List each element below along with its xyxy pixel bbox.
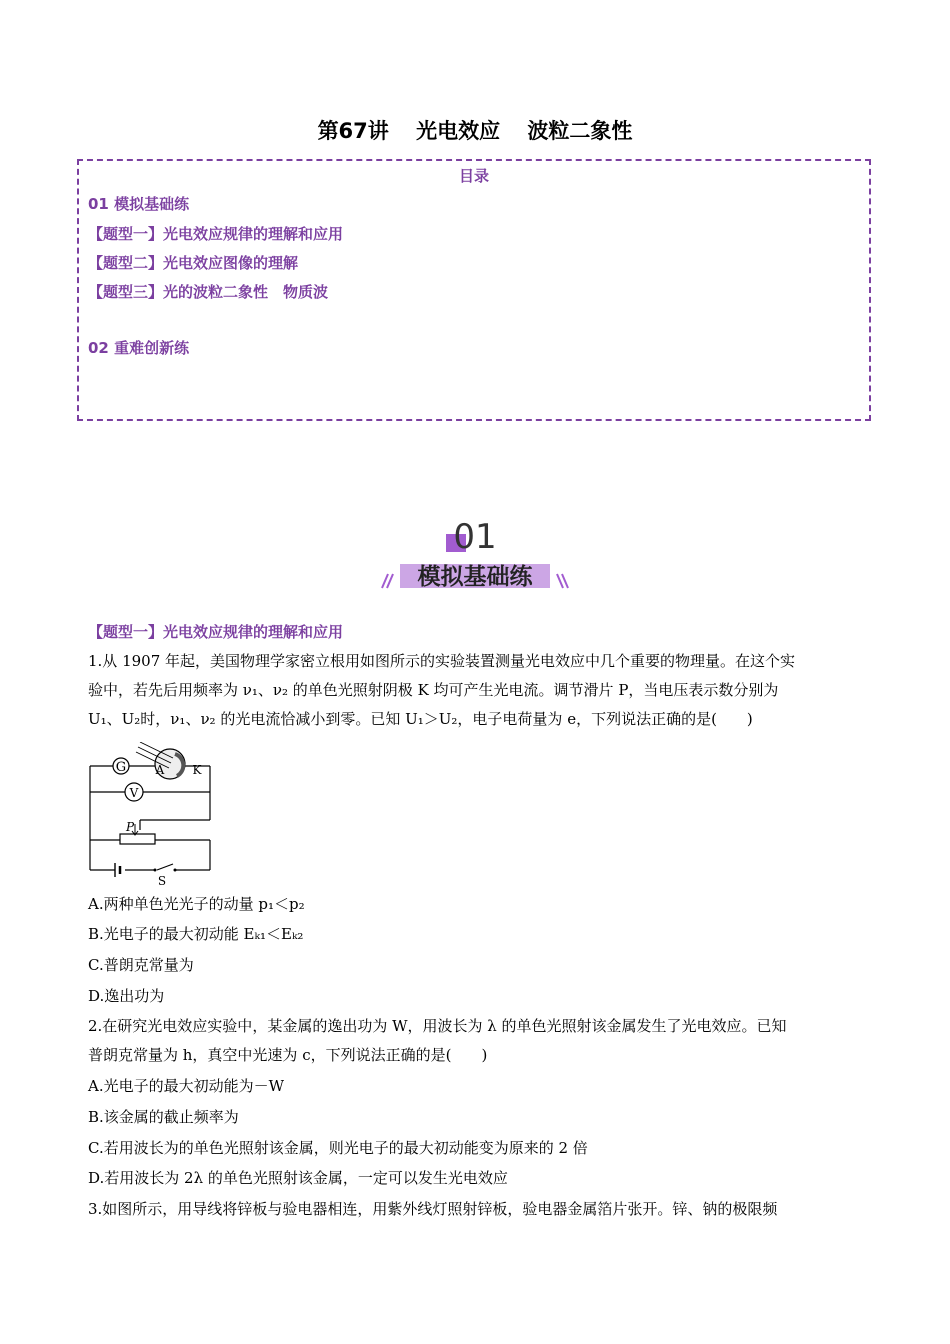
q1-option-c: C.普朗克常量为: [88, 956, 194, 974]
topic-1: 光电效应: [416, 119, 501, 143]
q2-option-c: C.若用波长为的单色光照射该金属，则光电子的最大初动能变为原来的 2 倍: [88, 1139, 588, 1157]
section-heading: 【题型一】光电效应规律的理解和应用: [88, 623, 344, 641]
toc-item[interactable]: 【题型二】光电效应图像的理解: [88, 254, 299, 272]
q2-option-d: D.若用波长为 2λ 的单色光照射该金属，一定可以发生光电效应: [88, 1169, 508, 1187]
badge-left-slashes: [382, 574, 393, 588]
label-k: K: [192, 763, 202, 777]
q3-line1: 3.如图所示，用导线将锌板与验电器相连，用紫外线灯照射锌板，验电器金属箔片张开。锌、钠的极限频: [88, 1200, 778, 1218]
topic-2: 波粒二象性: [527, 119, 633, 143]
q2-option-a: A.光电子的最大初动能为－W: [88, 1077, 285, 1095]
q1-option-a: A.两种单色光光子的动量 p₁＜p₂: [88, 895, 305, 913]
q1-option-b: B.光电子的最大初动能 Eₖ₁＜Eₖ₂: [88, 925, 304, 943]
badge-number: 01: [453, 517, 497, 557]
section-badge: [380, 512, 570, 592]
q1-line2: 验中，若先后用频率为 ν₁、ν₂ 的单色光照射阴极 K 均可产生光电流。调节滑片 P，当电压表示数分别为: [88, 681, 779, 699]
q1-line1: 1.从 1907 年起，美国物理学家密立根用如图所示的实验装置测量光电效应中几个重要的物理量。在这个实: [88, 652, 796, 670]
q2-line1: 2.在研究光电效应实验中，某金属的逸出功为 W，用波长为 λ 的单色光照射该金属发生了光电效应。已知: [88, 1017, 787, 1035]
toc-title: 目录: [458, 167, 489, 185]
toc-item[interactable]: 【题型三】光的波粒二象性 物质波: [88, 283, 329, 301]
label-a: A: [155, 763, 165, 777]
label-g: G: [115, 760, 127, 775]
toc-item[interactable]: 01 模拟基础练: [88, 195, 190, 213]
photoelectric-circuit-diagram: [85, 742, 220, 887]
badge-right-slashes: [557, 574, 568, 588]
badge-label: 模拟基础练: [417, 564, 533, 590]
toc-item[interactable]: 02 重难创新练: [88, 339, 190, 357]
label-s: S: [157, 874, 167, 887]
toc-item[interactable]: 【题型一】光电效应规律的理解和应用: [88, 225, 344, 243]
label-v: V: [129, 786, 139, 800]
label-p: P: [125, 820, 135, 834]
q2-line2: 普朗克常量为 h，真空中光速为 c，下列说法正确的是( ): [88, 1046, 488, 1064]
q1-line3: U₁、U₂时，ν₁、ν₂ 的光电流恰减小到零。已知 U₁＞U₂，电子电荷量为 e，下列说法正确的是( ): [88, 710, 753, 728]
table-of-contents: [77, 159, 871, 421]
q2-option-b: B.该金属的截止频率为: [88, 1108, 239, 1126]
rheostat-icon: [120, 834, 155, 844]
q1-option-d: D.逸出功为: [88, 987, 165, 1005]
lecture-number: 第67讲: [317, 119, 389, 143]
page-title: [0, 115, 950, 145]
